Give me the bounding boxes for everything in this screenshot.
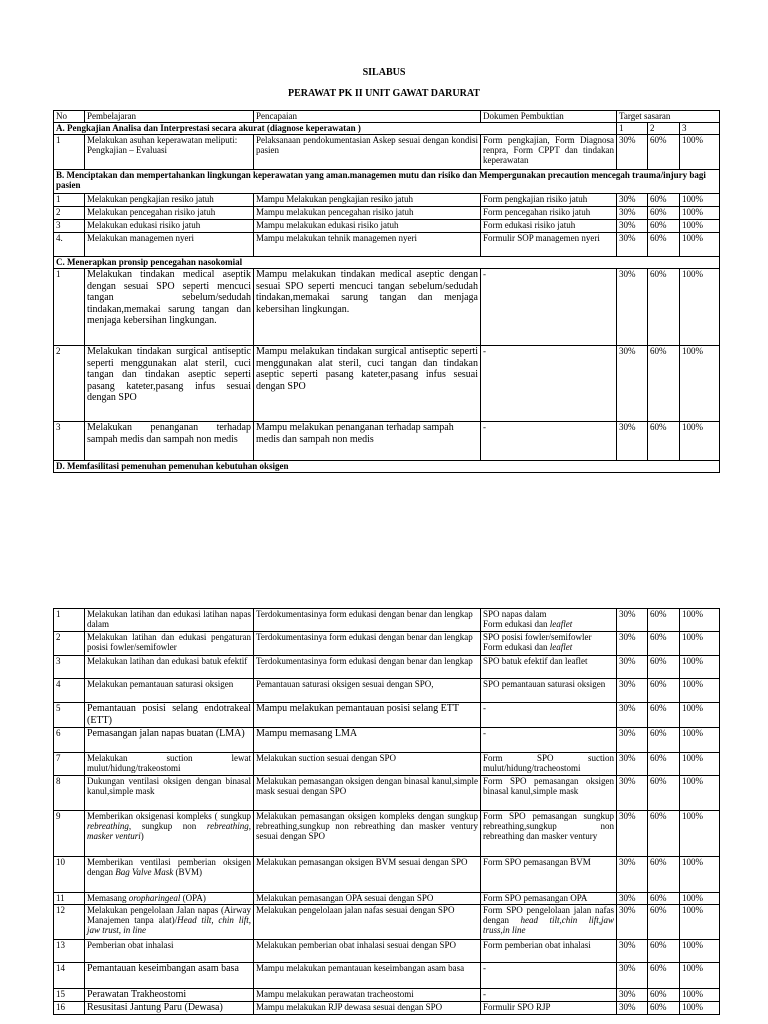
target-1-cell: 30% [617,905,648,940]
table-row [54,269,720,346]
learning-text: Memasang [87,893,129,903]
target-1-cell: 30% [617,346,648,422]
target-2-cell: 60% [648,811,680,857]
learning-cell: Melakukan pencegahan risiko jatuh [85,207,254,220]
learning-text: Melakukan asuhan keperawatan meliputi: [87,135,238,145]
achievement-cell: Terdokumentasinya form edukasi dengan benar dan lengkap [254,609,481,632]
achievement-cell: Mampu melakukan pemantauan posisi selang ETT [254,703,481,728]
target-1-cell: 30% [617,207,648,220]
learning-text: Memberikan ventilasi pemberian oksigen dengan [87,857,251,877]
table-row [54,963,720,989]
target-3-cell: 100% [680,857,720,893]
learning-cell: Melakukan latihan dan edukasi pengaturan posisi fowler/semifowler [85,632,254,656]
target-3-cell: 100% [680,220,720,233]
document-cell: Form pemberian obat inhalasi [481,940,617,963]
target-2-cell: 60% [648,346,680,422]
document-italic: leaflet [549,642,573,652]
document-cell: Form SPO pemasangan sungkup rebreathing,sungkup non rebreathing dan masker ventury [481,811,617,857]
target-1-cell: 30% [617,893,648,905]
learning-text: ) [140,831,144,841]
achievement-cell: Terdokumentasinya form edukasi dengan benar dan lengkap [254,632,481,656]
target-1-cell: 30% [617,220,648,233]
target-1-cell: 30% [617,194,648,207]
target-2-cell: 60% [648,857,680,893]
table-row [54,1002,720,1015]
row-number: 14 [54,963,85,989]
row-number: 11 [54,893,85,905]
syllabus-table-1 [53,110,720,473]
document-cell [481,905,617,940]
document-cell: Form pengkajian risiko jatuh [481,194,617,207]
document-title: SILABUS [362,67,406,78]
learning-cell: Melakukan pengkajian resiko jatuh [85,194,254,207]
learning-cell [85,811,254,857]
achievement-cell: Terdokumentasinya form edukasi dengan benar dan lengkap [254,656,481,679]
row-number: 4. [54,233,85,257]
table-row [54,989,720,1002]
achievement-cell: Melakukan pemasangan oksigen dengan binasal kanul,simple mask sesuai dengan SPO [254,776,481,811]
target-3-cell: 100% [680,632,720,656]
row-number: 7 [54,753,85,776]
table-row [54,703,720,728]
document-cell: Form SPO pemasangan OPA [481,893,617,905]
target-2-cell: 60% [648,135,680,170]
target-2-cell: 60% [648,194,680,207]
target-1-cell: 30% [617,940,648,963]
target-3-cell: 100% [680,135,720,170]
header-dokumen: Dokumen Pembuktian [481,111,617,123]
row-number: 8 [54,776,85,811]
target-1-cell: 30% [617,422,648,461]
table-row [54,753,720,776]
row-number: 2 [54,207,85,220]
target-2-cell: 60% [648,728,680,753]
section-row [54,257,720,269]
document-cell: - [481,989,617,1002]
learning-cell: Melakukan penanganan terhadap sampah medis dan sampah non medis [85,422,254,461]
row-number: 4 [54,679,85,703]
achievement-cell: Mampu melakukan penanganan terhadap sampah medis dan sampah non medis [254,422,481,461]
target-3-cell: 100% [680,728,720,753]
document-cell: Form edukasi risiko jatuh [481,220,617,233]
section-d-heading: D. Memfasilitasi pemenuhan pemenuhan kebutuhan oksigen [54,461,720,473]
target-2-cell: 60% [648,656,680,679]
achievement-cell: Mampu melakukan pemantauan keseimbangan asam basa [254,963,481,989]
achievement-cell: Melakukan pemberian obat inhalasi sesuai dengan SPO [254,940,481,963]
target-col-3: 3 [680,123,720,135]
target-3-cell: 100% [680,422,720,461]
target-col-2: 2 [648,123,680,135]
target-2-cell: 60% [648,1002,680,1015]
table-row [54,346,720,422]
learning-italic: Head tilt, chin lift, jaw trust, in line [87,915,251,935]
target-2-cell: 60% [648,905,680,940]
document-cell: Formulir SPO RJP [481,1002,617,1015]
learning-cell [85,857,254,893]
learning-cell [85,905,254,940]
document-italic: head tilt,chin lift,jaw truss,in line [483,915,614,935]
target-3-cell: 100% [680,609,720,632]
learning-cell: Resusitasi Jantung Paru (Dewasa) [85,1002,254,1015]
row-number: 2 [54,346,85,422]
table-row [54,656,720,679]
row-number: 3 [54,220,85,233]
table-row [54,422,720,461]
learning-cell [85,893,254,905]
achievement-cell: Melakukan suction sesuai dengan SPO [254,753,481,776]
target-1-cell: 30% [617,135,648,170]
achievement-cell: Mampu Melakukan pengkajian resiko jatuh [254,194,481,207]
document-cell: Formulir SOP managemen nyeri [481,233,617,257]
table-row [54,940,720,963]
target-3-cell: 100% [680,656,720,679]
target-3-cell: 100% [680,269,720,346]
target-1-cell: 30% [617,989,648,1002]
target-3-cell: 100% [680,940,720,963]
row-number: 5 [54,703,85,728]
learning-cell: Pemantauan posisi selang endotrakeal (ETT) [85,703,254,728]
learning-cell [85,135,254,170]
document-cell: - [481,422,617,461]
learning-text: Melakukan pengelolaan Jalan napas (Airway Manajemen tanpa alat)/ [87,905,251,925]
document-text: SPO posisi fowler/semifowler [483,632,592,642]
target-2-cell: 60% [648,893,680,905]
target-1-cell: 30% [617,609,648,632]
header-pencapaian: Pencapaian [254,111,481,123]
target-2-cell: 60% [648,753,680,776]
table-row [54,609,720,632]
row-number: 9 [54,811,85,857]
document-subtext: Form edukasi dan [483,619,550,629]
table-row [54,811,720,857]
target-2-cell: 60% [648,679,680,703]
row-number: 1 [54,135,85,170]
target-2-cell: 60% [648,940,680,963]
table-row [54,207,720,220]
target-3-cell: 100% [680,776,720,811]
section-row [54,170,720,194]
header-target: Target sasaran [617,111,720,123]
target-2-cell: 60% [648,422,680,461]
target-2-cell: 60% [648,632,680,656]
learning-cell: Melakukan suction lewat mulut/hidung/trakeostomi [85,753,254,776]
row-number: 3 [54,422,85,461]
document-cell: - [481,728,617,753]
target-1-cell: 30% [617,857,648,893]
target-3-cell: 100% [680,1002,720,1015]
learning-italic: rebreathing, masker venturi [87,821,251,841]
target-2-cell: 60% [648,269,680,346]
target-3-cell: 100% [680,703,720,728]
row-number: 3 [54,656,85,679]
section-row [54,461,720,473]
learning-cell: Melakukan managemen nyeri [85,233,254,257]
target-2-cell: 60% [648,963,680,989]
target-1-cell: 30% [617,963,648,989]
document-cell: Form pengkajian, Form Diagnosa renpra, Form CPPT dan tindakan keperawatan [481,135,617,170]
target-3-cell: 100% [680,893,720,905]
document-cell: SPO pemantauan saturasi oksigen [481,679,617,703]
learning-subtext: Pengkajian – Evaluasi [87,145,167,155]
learning-italic: oropharingeal [128,893,181,903]
document-text: SPO napas dalam [483,609,547,619]
achievement-cell: Mampu melakukan perawatan tracheostomi [254,989,481,1002]
table-row [54,220,720,233]
learning-cell: Dukungan ventilasi oksigen dengan binasal kanul,simple mask [85,776,254,811]
achievement-cell: Mampu melakukan tehnik managemen nyeri [254,233,481,257]
header-pembelajaran: Pembelajaran [85,111,254,123]
document-cell [481,609,617,632]
target-1-cell: 30% [617,703,648,728]
target-2-cell: 60% [648,989,680,1002]
row-number: 1 [54,609,85,632]
document-subtext: Form edukasi dan [483,642,550,652]
learning-italic: Bag Valve Mask [115,867,174,877]
achievement-cell: Melakukan pemasangan OPA sesuai dengan SPO [254,893,481,905]
learning-text: Memberikan oksigenasi kompleks ( sungkup [87,811,251,821]
target-1-cell: 30% [617,679,648,703]
table-row [54,679,720,703]
header-row [54,111,720,123]
target-3-cell: 100% [680,811,720,857]
table-row [54,905,720,940]
target-1-cell: 30% [617,656,648,679]
target-1-cell: 30% [617,233,648,257]
document-subtitle: PERAWAT PK II UNIT GAWAT DARURAT [288,88,480,99]
row-number: 16 [54,1002,85,1015]
header-no: No [54,111,85,123]
learning-text: (OPA) [180,893,206,903]
section-row [54,123,720,135]
target-1-cell: 30% [617,1002,648,1015]
learning-cell: Melakukan edukasi risiko jatuh [85,220,254,233]
target-3-cell: 100% [680,207,720,220]
target-1-cell: 30% [617,269,648,346]
row-number: 2 [54,632,85,656]
document-cell: - [481,963,617,989]
document-cell: - [481,703,617,728]
row-number: 13 [54,940,85,963]
table-row [54,233,720,257]
target-1-cell: 30% [617,753,648,776]
table-row [54,893,720,905]
row-number: 6 [54,728,85,753]
target-3-cell: 100% [680,905,720,940]
document-text: Form SPO pengelolaan jalan nafas dengan [483,905,614,925]
table-row [54,135,720,170]
row-number: 12 [54,905,85,940]
target-1-cell: 30% [617,811,648,857]
achievement-cell: Mampu melakukan tindakan surgical antiseptic seperti menggunakan alat steril, cuci tangan dan tindakan aseptic seperti pasang kateter,pasang infus sesuai dengan SPO [254,346,481,422]
table-row [54,728,720,753]
target-2-cell: 60% [648,233,680,257]
target-3-cell: 100% [680,233,720,257]
achievement-cell: Melakukan pengelolaan jalan nafas sesuai dengan SPO [254,905,481,940]
section-a-heading: A. Pengkajian Analisa dan Interprestasi secara akurat (diagnose keperawatan ) [54,123,617,135]
target-3-cell: 100% [680,194,720,207]
learning-italic: rebreathing [87,821,129,831]
document-cell [481,632,617,656]
target-3-cell: 100% [680,346,720,422]
learning-cell: Pemantauan keseimbangan asam basa [85,963,254,989]
table-row [54,632,720,656]
learning-cell: Pemberian obat inhalasi [85,940,254,963]
achievement-cell: Pemantauan saturasi oksigen sesuai dengan SPO, [254,679,481,703]
target-2-cell: 60% [648,703,680,728]
learning-cell: Melakukan latihan dan edukasi batuk efektif [85,656,254,679]
learning-cell: Perawatan Trakheostomi [85,989,254,1002]
document-cell: Form SPO pemasangan oksigen binasal kanul,simple mask [481,776,617,811]
target-1-cell: 30% [617,776,648,811]
table-row [54,776,720,811]
table-row [54,194,720,207]
learning-cell: Melakukan pemantauan saturasi oksigen [85,679,254,703]
row-number: 1 [54,194,85,207]
section-c-heading: C. Menerapkan pronsip pencegahan nasokomial [54,257,720,269]
row-number: 15 [54,989,85,1002]
document-italic: leaflet [549,619,573,629]
learning-text: , sungkup non [128,821,207,831]
target-2-cell: 60% [648,220,680,233]
row-number: 1 [54,269,85,346]
document-cell: - [481,346,617,422]
table-row [54,857,720,893]
target-3-cell: 100% [680,989,720,1002]
target-2-cell: 60% [648,776,680,811]
document-cell: SPO batuk efektif dan leaflet [481,656,617,679]
learning-cell: Melakukan tindakan medical aseptik dengan sesuai SPO seperti mencuci tangan sebelum/sedudah tindakan,memakai sarung tangan dan menjaga kebersihan lingkungan. [85,269,254,346]
learning-cell: Melakukan tindakan surgical antiseptic seperti menggunakan alat steril, cuci tangan dan tindakan aseptic seperti pasang kateter,pasang infus sesuai dengan SPO [85,346,254,422]
learning-text: (BVM) [173,867,202,877]
achievement-cell: Mampu melakukan tindakan medical aseptic dengan sesuai SPO seperti mencuci tangan sebelum/sedudah tindakan,memakai sarung tangan dan menjaga kebersihan lingkungan. [254,269,481,346]
achievement-cell: Mampu melakukan RJP dewasa sesuai dengan SPO [254,1002,481,1015]
document-cell: Form SPO pemasangan BVM [481,857,617,893]
document-cell: - [481,269,617,346]
document-cell: Form pencegahan risiko jatuh [481,207,617,220]
row-number: 10 [54,857,85,893]
target-1-cell: 30% [617,632,648,656]
achievement-cell: Mampu melakukan pencegahan risiko jatuh [254,207,481,220]
section-b-heading: B. Menciptakan dan mempertahankan lingkungan keperawatan yang aman.managemen mutu dan risiko dan Mempergunakan precaution mencegah trauma/injury bagi pasien [54,170,720,194]
achievement-cell: Mampu memasang LMA [254,728,481,753]
target-2-cell: 60% [648,609,680,632]
target-3-cell: 100% [680,679,720,703]
target-1-cell: 30% [617,728,648,753]
target-col-1: 1 [617,123,648,135]
target-3-cell: 100% [680,963,720,989]
achievement-cell: Melakukan pemasangan oksigen BVM sesuai dengan SPO [254,857,481,893]
learning-cell: Melakukan latihan dan edukasi latihan napas dalam [85,609,254,632]
target-3-cell: 100% [680,753,720,776]
achievement-cell: Mampu melakukan edukasi risiko jatuh [254,220,481,233]
learning-cell: Pemasangan jalan napas buatan (LMA) [85,728,254,753]
document-cell: Form SPO suction mulut/hidung/tracheostomi [481,753,617,776]
achievement-cell: Melakukan pemasangan oksigen kompleks dengan sungkup rebreathing,sungkup non rebreathing dan masker ventury sesuai dengan SPO [254,811,481,857]
achievement-cell: Pelaksanaan pendokumentasian Askep sesuai dengan kondisi pasien [254,135,481,170]
target-2-cell: 60% [648,207,680,220]
syllabus-table-2 [53,608,720,1015]
